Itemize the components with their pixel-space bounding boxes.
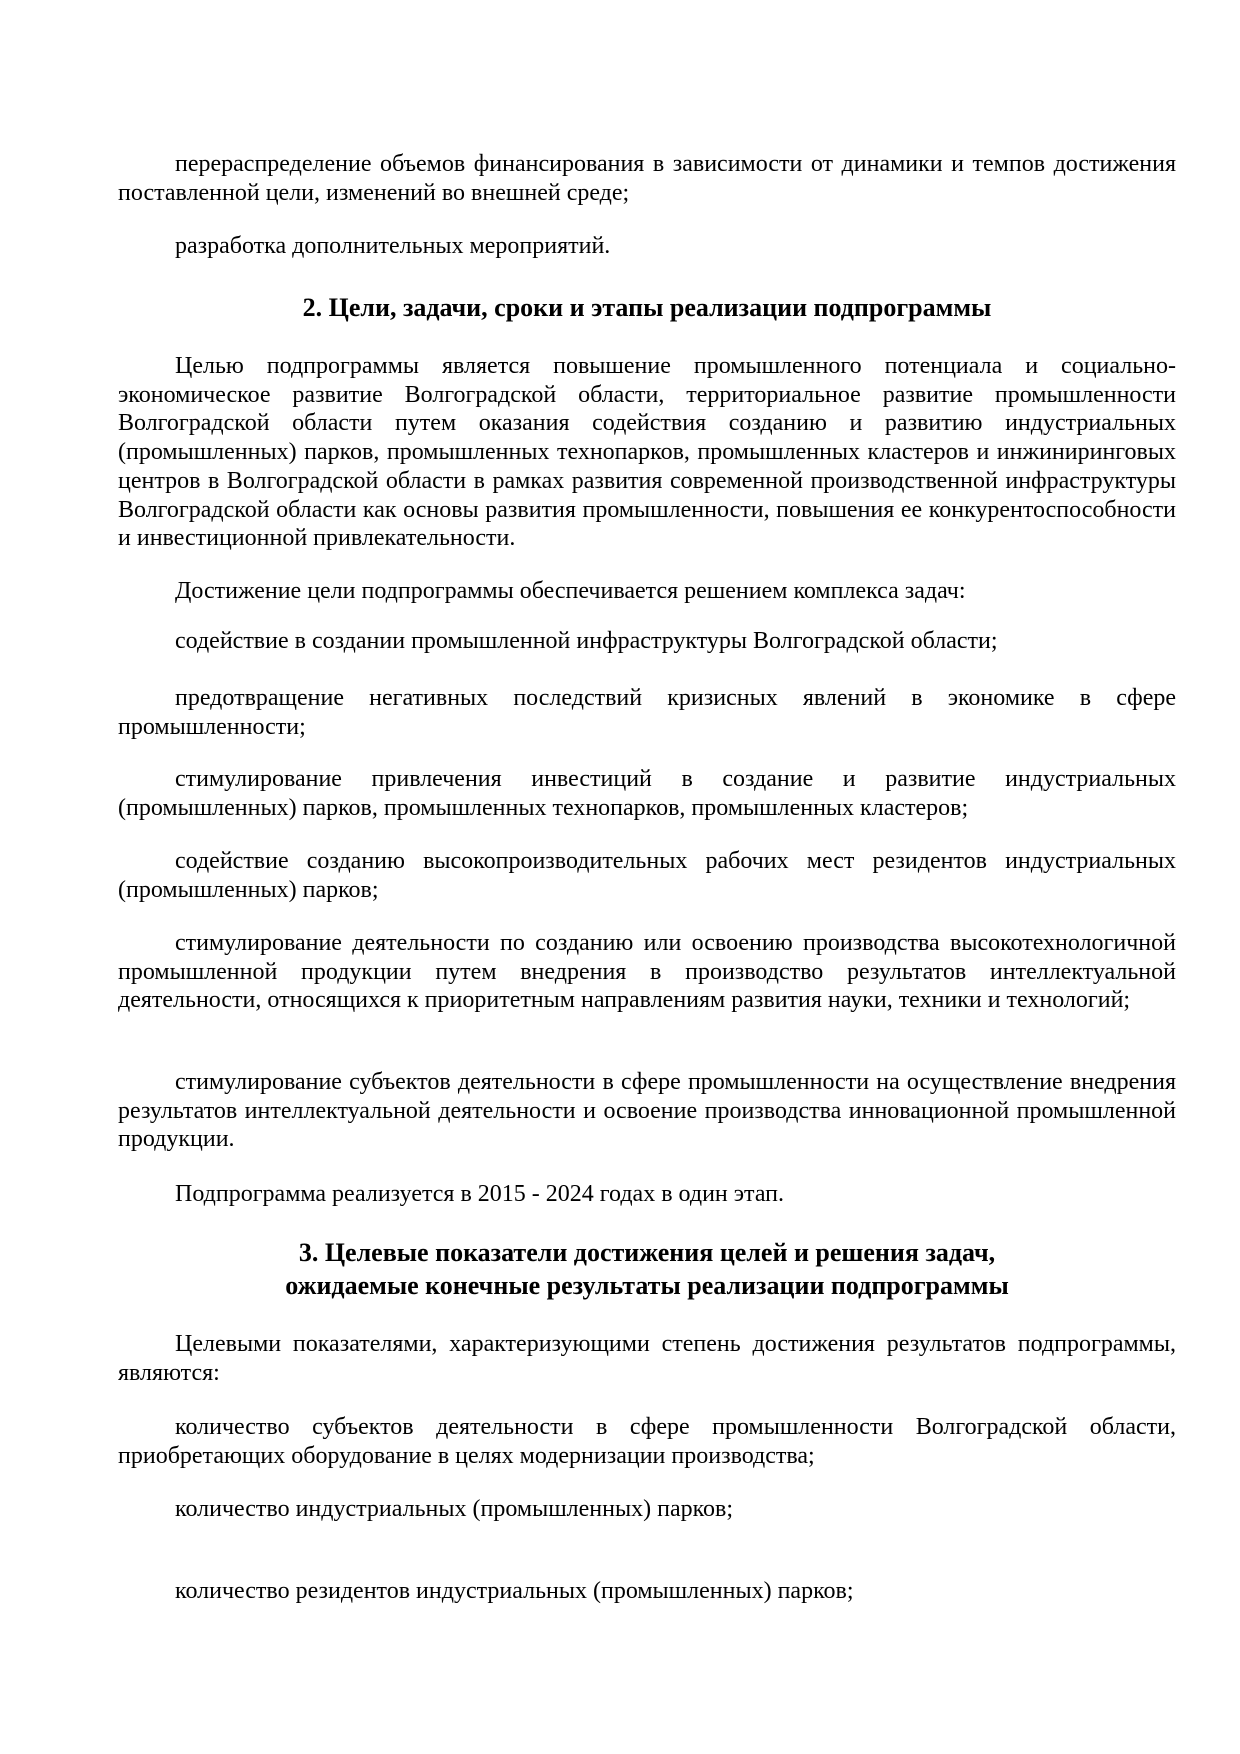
paragraph: Достижение цели подпрограммы обеспечивается решением комплекса задач: xyxy=(175,578,966,604)
paragraph: предотвращение негативных последствий кризисных явлений в экономике в сфере промышленности; xyxy=(118,685,1176,740)
paragraph: стимулирование субъектов деятельности в сфере промышленности на осуществление внедрения результатов интеллектуальной деятельности и освоение производства инновационной промышленной продукции. xyxy=(118,1069,1176,1153)
paragraph: содействие в создании промышленной инфраструктуры Волгоградской области; xyxy=(175,628,998,654)
paragraph: стимулирование деятельности по созданию или освоению производства высокотехнологичной промышленной продукции путем внедрения в производство результатов интеллектуальной деятельности, относящихся к приоритетным направлениям развития науки, техники и технологий; xyxy=(118,930,1176,1014)
section-heading-2: 2. Цели, задачи, сроки и этапы реализации подпрограммы xyxy=(302,293,992,322)
paragraph: стимулирование привлечения инвестиций в создание и развитие индустриальных (промышленных) парков, промышленных технопарков, промышленных кластеров; xyxy=(118,766,1176,821)
section-heading-3 xyxy=(118,1236,1176,1302)
paragraph: Подпрограмма реализуется в 2015 - 2024 годах в один этап. xyxy=(175,1181,785,1207)
paragraph: количество резидентов индустриальных (промышленных) парков; xyxy=(175,1578,854,1604)
paragraph: содействие созданию высокопроизводительных рабочих мест резидентов индустриальных (промышленных) парков; xyxy=(118,848,1176,903)
paragraph: количество субъектов деятельности в сфере промышленности Волгоградской области, приобретающих оборудование в целях модернизации производства; xyxy=(118,1414,1176,1469)
paragraph: Целевыми показателями, характеризующими степень достижения результатов подпрограммы, являются: xyxy=(118,1331,1176,1386)
paragraph: разработка дополнительных мероприятий. xyxy=(175,233,611,259)
heading-line: ожидаемые конечные результаты реализации подпрограммы xyxy=(285,1271,1009,1300)
heading-line: 3. Целевые показатели достижения целей и решения задач, xyxy=(298,1238,996,1267)
paragraph: количество индустриальных (промышленных) парков; xyxy=(175,1496,734,1522)
paragraph: перераспределение объемов финансирования в зависимости от динамики и темпов достижения поставленной цели, изменений во внешней среде; xyxy=(118,151,1176,206)
paragraph: Целью подпрограммы является повышение промышленного потенциала и социально-экономическое развитие Волгоградской области, территориальное развитие промышленности Волгоградской области путем оказания содействия созданию и развитию индустриальных (промышленных) парков, промышленных технопарков, промышленных кластеров и инжиниринговых центров в Волгоградской области в рамках развития современной производственной инфраструктуры Волгоградской области как основы развития промышленности, повышения ее конкурентоспособности и инвестиционной привлекательности. xyxy=(118,353,1176,552)
